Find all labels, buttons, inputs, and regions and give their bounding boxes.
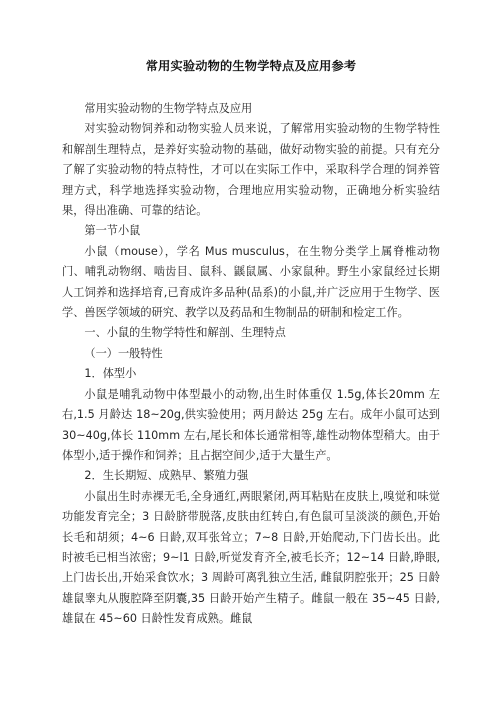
body-size-paragraph: 小鼠是哺乳动物中体型最小的动物,出生时体重仅 1.5g,体长20mm 左右,1.5 月龄达 18~20g,供实验使用；两月龄达 25g 左右。成年小鼠可达到 30~40g,体长 110mm 左右,尾长和体长通常相等,雄性动物体型稍大。由于体型小,适于操作和饲养；且占据空间少,适于大量生产。	[62, 387, 440, 462]
section-heading: 常用实验动物的生物学特点及应用	[84, 102, 253, 115]
item-heading-growth: 2．生长期短、成熟早、繁殖力强	[84, 469, 249, 483]
subsection-heading: 一、小鼠的生物学特性和解剖、生理特点	[84, 326, 286, 340]
growth-paragraph: 小鼠出生时赤裸无毛,全身通红,两眼紧闭,两耳粘贴在皮肤上,嗅觉和味觉功能发育完全；3 日龄脐带脱落,皮肤由红转白,有色鼠可呈淡淡的颜色,开始长毛和胡须；4~6 日龄,双耳张耸立；7~8 日龄,开始爬动,下门齿长出。此时被毛已相当浓密；9~l1 日龄,听觉发育齐全,被毛长齐；12~14 日龄,睁眼,上门齿长出,开始采食饮水；3 周龄可离乳独立生活, 雌鼠阴腔张开；25 日龄雄鼠睾丸从腹腔降至阴囊,35 日龄开始产生精子。雌鼠一般在 35~45 日龄,雄鼠在 45~60 日龄性发育成熟。雌鼠	[62, 489, 440, 626]
subsubsection-heading: （一）一般特性	[84, 346, 163, 360]
item-heading-body-size: 1．体型小	[84, 367, 137, 381]
document-title: 常用实验动物的生物学特点及应用参考	[145, 59, 357, 73]
intro-paragraph: 对实验动物饲养和动物实验人员来说，了解常用实验动物的生物学特性和解剖生理特点，是养好实验动物的基础，做好动物实验的前提。只有充分了解了实验动物的特点特性，才可以在实际工作中，采取科学合理的饲养管理方式，科学地选择实验动物，合理地应用实验动物，正确地分析实验结果，得出准确、可靠的结论。	[62, 122, 440, 218]
chapter-heading: 第一节小鼠	[84, 224, 141, 238]
mouse-overview-paragraph: 小鼠（mouse），学名 Mus musculus，在生物分类学上属脊椎动物门、哺乳动物纲、啮齿目、鼠科、鼷鼠属、小家鼠种。野生小家鼠经过长期人工饲养和选择培育,已育成许多品种(品系)的小鼠,并广泛应用于生物学、医学、兽医学领域的研究、教学以及药品和生物制品的研制和检定工作。	[62, 244, 440, 320]
